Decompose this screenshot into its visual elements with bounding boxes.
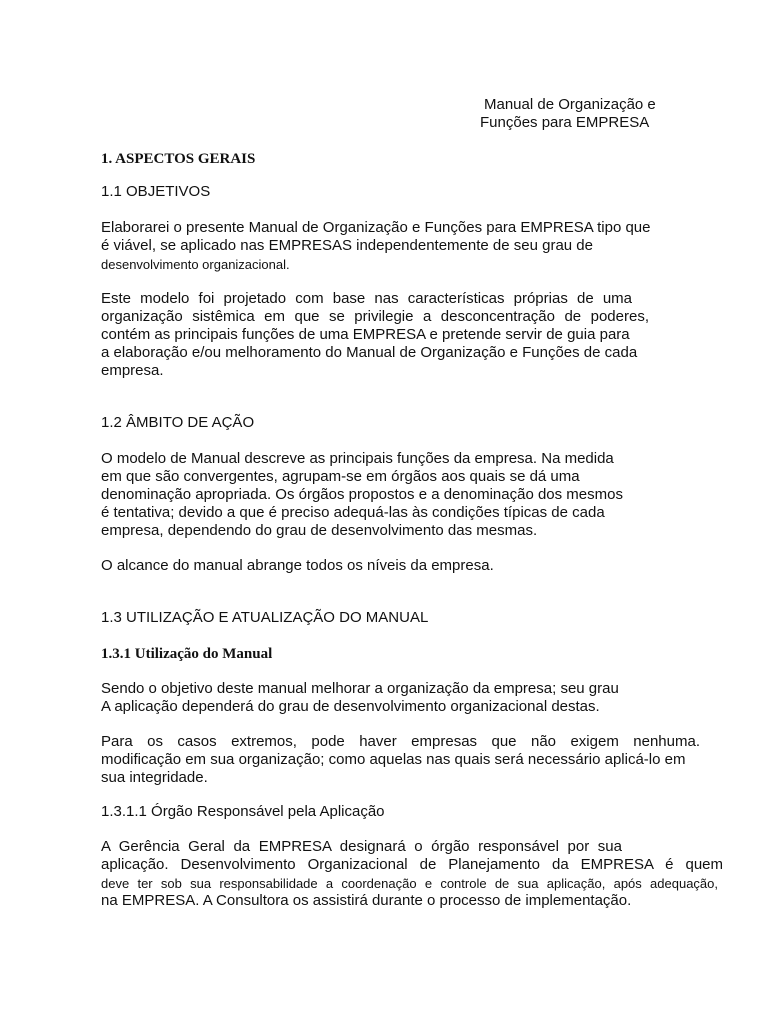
paragraph-line: A Gerência Geral da EMPRESA designará o órgão responsável por sua [101,838,622,855]
section-1-3-1-1-title: 1.3.1.1 Órgão Responsável pela Aplicação [101,803,385,820]
paragraph-line: sua integridade. [101,769,208,786]
paragraph-line: Para os casos extremos, pode haver empresas que não exigem nenhuma. [101,733,700,750]
paragraph-line: aplicação. Desenvolvimento Organizacional de Planejamento da EMPRESA é quem [101,856,723,873]
section-1-1-title: 1.1 OBJETIVOS [101,183,211,200]
header-line-1: Manual de Organização e [484,96,656,113]
paragraph-line: denominação apropriada. Os órgãos propostos e a denominação dos mesmos [101,486,623,503]
section-1-title: 1. ASPECTOS GERAIS [101,151,256,167]
paragraph-line: modificação em sua organização; como aquelas nas quais será necessário aplicá-lo em [101,751,686,768]
paragraph-line: deve ter sob sua responsabilidade a coordenação e controle de sua aplicação, após adequação, [101,876,718,891]
paragraph-line: organização sistêmica em que se privilegie a desconcentração de poderes, [101,308,649,325]
paragraph-line: é viável, se aplicado nas EMPRESAS independentemente de seu grau de [101,237,593,254]
paragraph-line: A aplicação dependerá do grau de desenvolvimento organizacional destas. [101,698,600,715]
paragraph-line: é tentativa; devido a que é preciso adequá-las às condições típicas de cada [101,504,605,521]
paragraph-line: desenvolvimento organizacional. [101,257,290,272]
paragraph-line: empresa, dependendo do grau de desenvolvimento das mesmas. [101,522,538,539]
paragraph-line: empresa. [101,362,164,379]
paragraph-line: Este modelo foi projetado com base nas características próprias de uma [101,290,632,307]
paragraph-line: Elaborarei o presente Manual de Organização e Funções para EMPRESA tipo que [101,219,651,236]
paragraph-line: O modelo de Manual descreve as principais funções da empresa. Na medida [101,450,614,467]
paragraph-line: na EMPRESA. A Consultora os assistirá durante o processo de implementação. [101,892,632,909]
paragraph-line: em que são convergentes, agrupam-se em órgãos aos quais se dá uma [101,468,580,485]
section-1-2-title: 1.2 ÂMBITO DE AÇÃO [101,414,255,431]
section-1-3-title: 1.3 UTILIZAÇÃO E ATUALIZAÇÃO DO MANUAL [101,609,429,626]
paragraph-line: contém as principais funções de uma EMPRESA e pretende servir de guia para [101,326,630,343]
section-1-3-1-title: 1.3.1 Utilização do Manual [101,646,273,662]
header-line-2: Funções para EMPRESA [480,114,650,131]
paragraph-line: a elaboração e/ou melhoramento do Manual de Organização e Funções de cada [101,344,638,361]
paragraph-line: Sendo o objetivo deste manual melhorar a organização da empresa; seu grau [101,680,619,697]
paragraph-line: O alcance do manual abrange todos os níveis da empresa. [101,557,494,574]
